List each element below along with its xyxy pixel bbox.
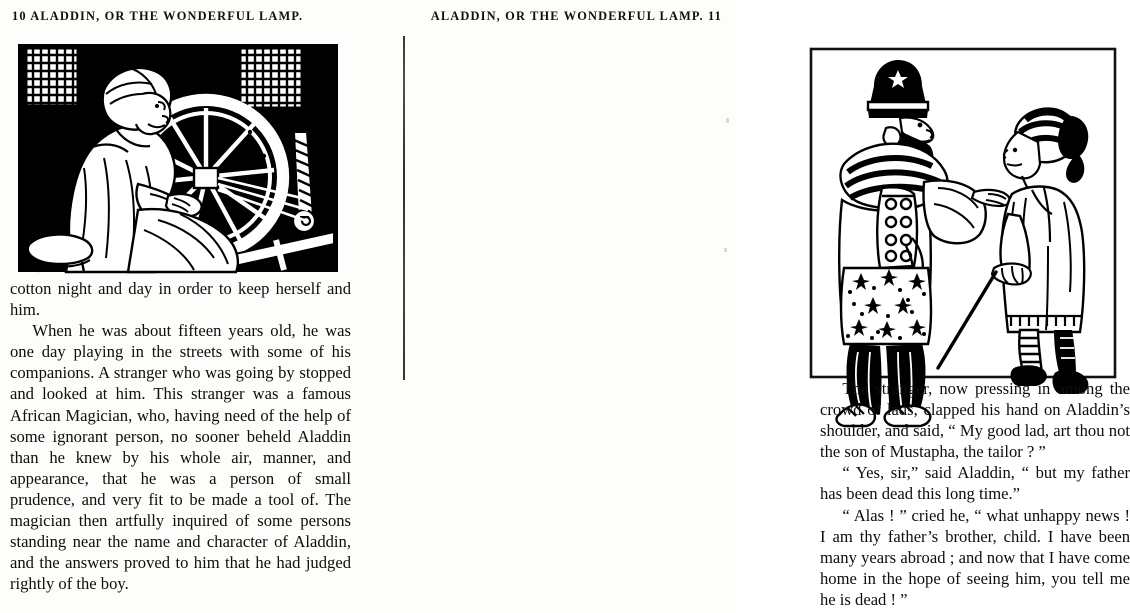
window-lattice-left — [26, 48, 78, 106]
running-head-left: 10 ALADDIN, OR THE WONDERFUL LAMP. — [12, 9, 304, 23]
left-page — [0, 0, 404, 613]
window-lattice-right — [240, 48, 302, 108]
illustration-woman-at-spinning-wheel — [18, 44, 338, 272]
illustration-magician-addressing-aladdin — [808, 46, 1118, 380]
left-page-body-text — [10, 278, 351, 594]
paragraph: “ Alas ! ” cried he, “ what unhappy news ! I am thy father’s brother, child. I have been many years abroad ; and now that I have come home in the hope of seeing him, you tell me he is dead ! ” — [820, 505, 1130, 609]
scan-speck — [726, 118, 729, 123]
paragraph: “ Yes, sir,” said Aladdin, “ but my father has been dead this long time.” — [820, 463, 1130, 504]
book-gutter-shadow — [403, 36, 405, 380]
right-page-body-text — [820, 378, 1130, 610]
right-page — [404, 0, 1130, 613]
running-head-right: ALADDIN, OR THE WONDERFUL LAMP. 11 — [430, 9, 722, 23]
paragraph: The stranger, now pressing in among the crowd of lads, clapped his hand on Aladdin’s shoulder, and said, “ My good lad, art thou not the son of Mustapha, the tailor ? ” — [820, 379, 1130, 462]
paragraph: cotton night and day in order to keep herself and him. — [10, 279, 351, 320]
paragraph: When he was about fifteen years old, he was one day playing in the streets with some of his companions. A stranger who was going by stopped and looked at him. This stranger was a famous African Magician, who, having need of the help of some ignorant person, no sooner beheld Aladdin than he knew by his whole air, manner, and appearance, that he was a person of small prudence, and very fit to be made a tool of. The magician then artfully inquired of some persons standing near the name and character of Aladdin, and the answers proved to him that he had judged rightly of the boy. — [10, 321, 351, 594]
scan-speck — [724, 248, 727, 252]
